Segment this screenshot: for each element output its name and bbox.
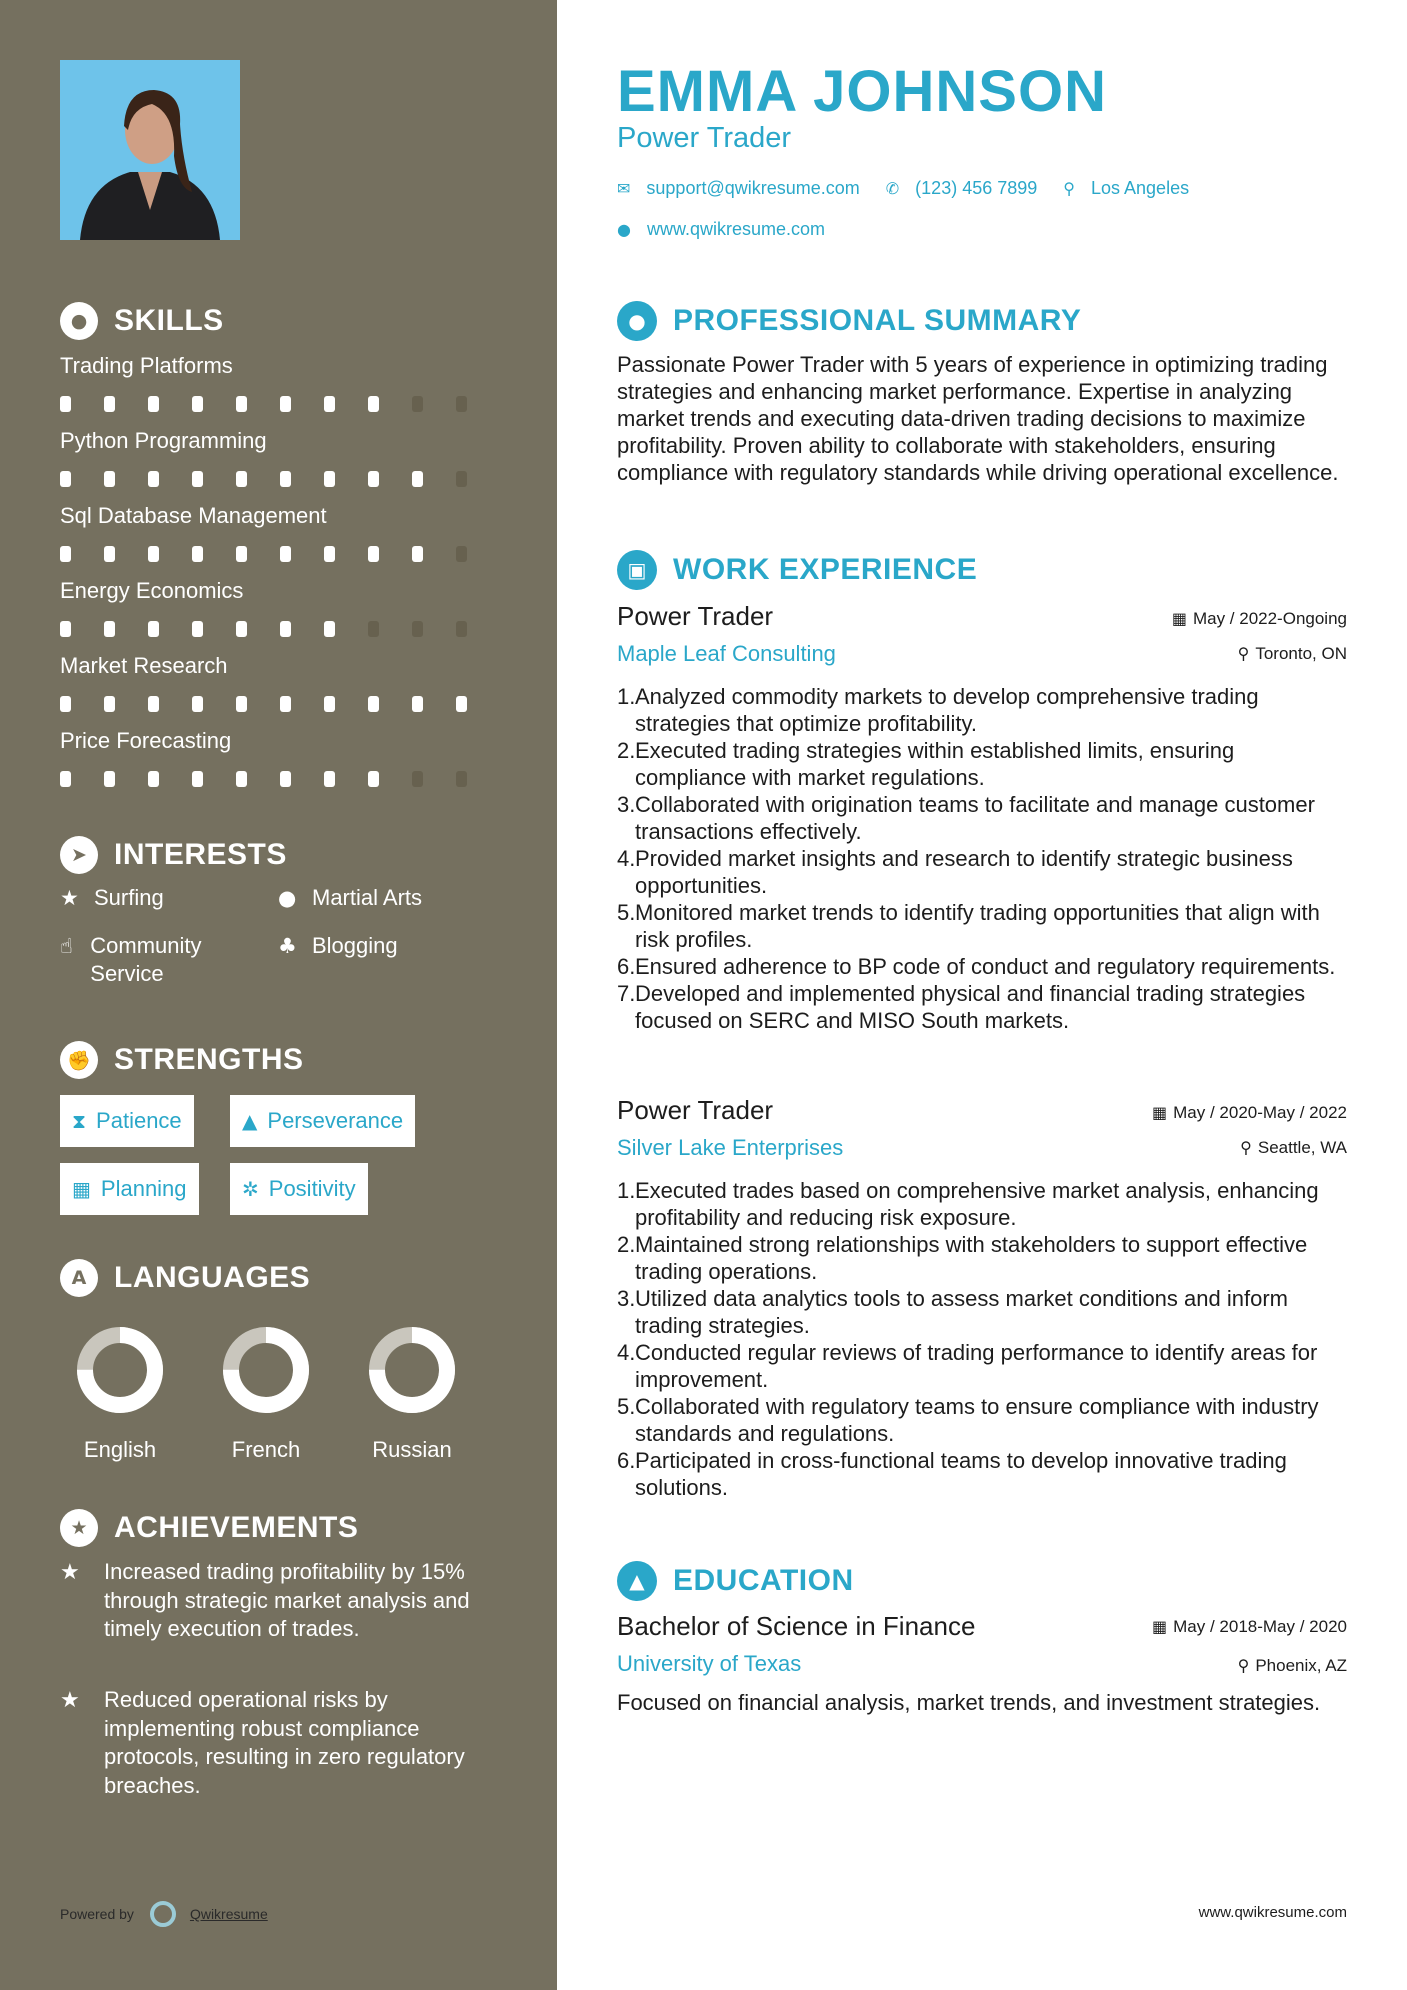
qwikresume-link[interactable]: Qwikresume bbox=[189, 1906, 268, 1922]
briefcase-icon: ▣ bbox=[617, 550, 657, 590]
rating-dot-filled bbox=[236, 471, 247, 487]
rating-dot-filled bbox=[60, 471, 71, 487]
achievements-heading bbox=[60, 1508, 358, 1548]
phone-number: (123) 456 7899 bbox=[915, 178, 1038, 198]
rating-dot-filled bbox=[192, 546, 203, 562]
rating-dot-filled bbox=[324, 396, 335, 412]
rating-dot-filled bbox=[324, 696, 335, 712]
language-ring bbox=[367, 1325, 457, 1415]
strength-label: Planning bbox=[100, 1176, 187, 1201]
fist-icon: ✊ bbox=[60, 1041, 98, 1079]
award-star-icon: ★ bbox=[60, 1509, 98, 1547]
list-item: 5. Monitored market trends to identify trading opportunities that align with risk profiles. bbox=[617, 899, 1347, 953]
rating-dot-filled bbox=[412, 696, 423, 712]
list-item: 2. Maintained strong relationships with stakeholders to support effective trading operations. bbox=[617, 1231, 1347, 1285]
strength-tag bbox=[230, 1163, 368, 1215]
rating-dot-filled bbox=[148, 621, 159, 637]
skill-item bbox=[60, 352, 500, 412]
interests-heading bbox=[60, 835, 287, 875]
rating-dot-empty bbox=[368, 621, 379, 637]
skill-rating bbox=[60, 771, 500, 787]
strength-tag bbox=[230, 1095, 415, 1147]
rating-dot-empty bbox=[456, 471, 467, 487]
experience-title: WORK EXPERIENCE bbox=[673, 553, 978, 586]
interests-title: INTERESTS bbox=[114, 838, 287, 871]
skill-name: Python Programming bbox=[60, 428, 267, 453]
rating-dot-filled bbox=[236, 546, 247, 562]
map-marker-icon: ⚲ bbox=[1063, 179, 1075, 198]
rating-dot-filled bbox=[236, 396, 247, 412]
strengths-title: STRENGTHS bbox=[114, 1043, 304, 1076]
list-item: 1. Executed trades based on comprehensive market analysis, enhancing profitability and reducing risk exposure. bbox=[617, 1177, 1347, 1231]
users-icon: ♣ bbox=[278, 934, 297, 958]
rating-dot-filled bbox=[368, 396, 379, 412]
interest-item bbox=[278, 884, 422, 912]
rating-dot-filled bbox=[324, 621, 335, 637]
job-title: Power Trader bbox=[617, 1095, 774, 1125]
strength-label: Patience bbox=[96, 1108, 182, 1133]
summary-title: PROFESSIONAL SUMMARY bbox=[673, 304, 1082, 337]
duty-text: Collaborated with origination teams to facilitate and manage customer transactions effectively. bbox=[635, 792, 1315, 844]
job-title: Power Trader bbox=[617, 601, 774, 631]
job-location bbox=[1238, 644, 1347, 664]
list-item: 2. Executed trading strategies within established limits, ensuring compliance with market regulations. bbox=[617, 737, 1347, 791]
powered-by bbox=[60, 1901, 268, 1927]
rating-dot-filled bbox=[60, 396, 71, 412]
rating-dot-filled bbox=[192, 471, 203, 487]
powered-by-label: Powered by bbox=[60, 1906, 134, 1922]
language-icon: A bbox=[60, 1259, 98, 1297]
website-link[interactable]: www.qwikresume.com bbox=[646, 219, 826, 239]
rating-dot-filled bbox=[368, 546, 379, 562]
rating-dot-filled bbox=[280, 621, 291, 637]
rating-dot-filled bbox=[60, 771, 71, 787]
paper-plane-icon: ➤ bbox=[60, 836, 98, 874]
rating-dot-filled bbox=[148, 771, 159, 787]
education-date-text: May / 2018-May / 2020 bbox=[1173, 1617, 1347, 1636]
summary-text: Passionate Power Trader with 5 years of experience in optimizing trading strategies and enhancing market performance. Expertise in analyzing market trends and executing data-driven trading decisions to maximize profitability. Proven ability to collaborate with stakeholders, ensuring compliance with regulatory standards while driving operational excellence. bbox=[617, 352, 1339, 485]
road-icon: ▲ bbox=[242, 1109, 258, 1133]
skill-rating bbox=[60, 471, 500, 487]
strength-tag bbox=[60, 1095, 194, 1147]
rating-dot-empty bbox=[456, 771, 467, 787]
education-location-text: Phoenix, AZ bbox=[1255, 1656, 1347, 1675]
job-date-text: May / 2020-May / 2022 bbox=[1173, 1103, 1347, 1122]
star-icon: ★ bbox=[60, 886, 79, 910]
calendar-icon: ▦ bbox=[1171, 609, 1187, 628]
rating-dot-filled bbox=[456, 696, 467, 712]
education-text: Focused on financial analysis, market trends, and investment strategies. bbox=[617, 1690, 1321, 1715]
job-company: Silver Lake Enterprises bbox=[617, 1135, 844, 1160]
interest-item bbox=[60, 884, 164, 912]
language-item bbox=[50, 1325, 190, 1463]
rating-dot-filled bbox=[104, 546, 115, 562]
language-name: English bbox=[83, 1437, 157, 1462]
duty-text: Conducted regular reviews of trading performance to identify areas for improvement. bbox=[635, 1340, 1318, 1392]
qwikresume-logo-icon bbox=[150, 1901, 176, 1927]
duty-text: Utilized data analytics tools to assess market conditions and inform trading strategies. bbox=[635, 1286, 1288, 1338]
lightbulb-icon: ● bbox=[60, 302, 98, 340]
email-link[interactable]: support@qwikresume.com bbox=[646, 178, 860, 198]
rating-dot-empty bbox=[412, 621, 423, 637]
skill-item bbox=[60, 427, 500, 487]
rating-dot-filled bbox=[280, 696, 291, 712]
achievement-text: Increased trading profitability by 15% through strategic market analysis and timely execution of trades. bbox=[104, 1559, 470, 1641]
job-location-text: Seattle, WA bbox=[1257, 1138, 1347, 1157]
rating-dot-empty bbox=[456, 621, 467, 637]
skill-item bbox=[60, 502, 500, 562]
achievement-text: Reduced operational risks by implementing robust compliance protocols, resulting in zero regulatory breaches. bbox=[104, 1687, 465, 1798]
duty-text: Analyzed commodity markets to develop comprehensive trading strategies that optimize profitability. bbox=[635, 684, 1259, 736]
user-icon: ● bbox=[617, 301, 657, 341]
rating-dot-filled bbox=[368, 771, 379, 787]
rating-dot-filled bbox=[148, 471, 159, 487]
calendar-icon: ▦ bbox=[1152, 1103, 1168, 1122]
job-location bbox=[1240, 1138, 1347, 1158]
shooting-star-icon: ★ bbox=[60, 1560, 80, 1585]
rating-dot-filled bbox=[104, 696, 115, 712]
website-row bbox=[617, 219, 825, 240]
rating-dot-filled bbox=[148, 546, 159, 562]
interest-label: Surfing bbox=[94, 885, 164, 910]
language-item bbox=[342, 1325, 482, 1463]
job-location-text: Toronto, ON bbox=[1255, 644, 1347, 663]
calendar-icon: ▦ bbox=[1152, 1617, 1168, 1636]
graduation-cap-icon: ▲ bbox=[617, 1561, 657, 1601]
rating-dot-filled bbox=[280, 471, 291, 487]
language-ring bbox=[221, 1325, 311, 1415]
duty-text: Executed trading strategies within established limits, ensuring compliance with market regulations. bbox=[635, 738, 1235, 790]
skill-name: Sql Database Management bbox=[60, 503, 327, 528]
skill-name: Trading Platforms bbox=[60, 353, 233, 378]
rating-dot-filled bbox=[412, 546, 423, 562]
job-company: Maple Leaf Consulting bbox=[617, 641, 836, 666]
skill-item bbox=[60, 727, 500, 787]
pin-icon: ⚲ bbox=[1240, 1138, 1252, 1157]
skill-name: Energy Economics bbox=[60, 578, 244, 603]
rating-dot-filled bbox=[192, 771, 203, 787]
rating-dot-filled bbox=[60, 696, 71, 712]
rating-dot-filled bbox=[148, 696, 159, 712]
skill-rating bbox=[60, 621, 500, 637]
education-title: EDUCATION bbox=[673, 1564, 854, 1597]
rating-dot-filled bbox=[192, 396, 203, 412]
skill-item bbox=[60, 652, 500, 712]
interest-label: Martial Arts bbox=[312, 885, 423, 910]
interest-item bbox=[278, 932, 398, 960]
strength-tag bbox=[60, 1163, 199, 1215]
strengths-heading bbox=[60, 1040, 304, 1080]
footer-website[interactable]: www.qwikresume.com bbox=[1198, 1904, 1347, 1921]
list-item: 7. Developed and implemented physical and financial trading strategies focused on SERC and MISO South markets. bbox=[617, 980, 1347, 1034]
hourglass-icon: ⧗ bbox=[72, 1109, 87, 1133]
education-date bbox=[1152, 1617, 1347, 1637]
rating-dot-filled bbox=[192, 696, 203, 712]
rating-dot-empty bbox=[456, 396, 467, 412]
rating-dot-filled bbox=[280, 546, 291, 562]
rating-dot-empty bbox=[412, 771, 423, 787]
duty-text: Provided market insights and research to identify strategic business opportunities. bbox=[635, 846, 1293, 898]
globe-icon: ● bbox=[617, 220, 631, 239]
rating-dot-filled bbox=[60, 621, 71, 637]
skill-item bbox=[60, 577, 500, 637]
skill-rating bbox=[60, 396, 500, 412]
sun-icon: ✲ bbox=[242, 1177, 259, 1201]
rating-dot-filled bbox=[104, 771, 115, 787]
phone-icon: ✆ bbox=[885, 179, 900, 198]
profile-photo bbox=[60, 60, 240, 240]
language-ring bbox=[75, 1325, 165, 1415]
summary-heading bbox=[617, 301, 1081, 341]
duty-text: Collaborated with regulatory teams to ensure compliance with industry standards and regulations. bbox=[635, 1394, 1319, 1446]
languages-heading bbox=[60, 1258, 310, 1298]
skill-name: Price Forecasting bbox=[60, 728, 232, 753]
job-duties bbox=[617, 683, 1347, 1034]
envelope-icon: ✉ bbox=[617, 179, 631, 198]
rating-dot-filled bbox=[148, 396, 159, 412]
rating-dot-filled bbox=[324, 771, 335, 787]
pin-icon: ⚲ bbox=[1237, 644, 1250, 663]
rating-dot-filled bbox=[60, 546, 71, 562]
interest-label: Community Service bbox=[90, 933, 202, 986]
duty-text: Participated in cross-functional teams to develop innovative trading solutions. bbox=[635, 1448, 1287, 1500]
job-date bbox=[1172, 609, 1347, 629]
rating-dot-filled bbox=[324, 546, 335, 562]
candidate-role: Power Trader bbox=[617, 122, 792, 154]
language-name: French bbox=[231, 1437, 301, 1462]
pin-icon: ⚲ bbox=[1237, 1656, 1250, 1675]
achievements-title: ACHIEVEMENTS bbox=[114, 1511, 359, 1544]
skill-rating bbox=[60, 546, 500, 562]
rating-dot-filled bbox=[104, 471, 115, 487]
list-item: 6. Participated in cross-functional teams to develop innovative trading solutions. bbox=[617, 1447, 1347, 1501]
interest-label: Blogging bbox=[312, 933, 398, 958]
language-name: Russian bbox=[372, 1437, 452, 1462]
rating-dot-filled bbox=[192, 621, 203, 637]
education-heading bbox=[617, 1561, 854, 1601]
duty-text: Ensured adherence to BP code of conduct and regulatory requirements. bbox=[635, 954, 1336, 979]
experience-heading bbox=[617, 550, 977, 590]
rating-dot-filled bbox=[104, 396, 115, 412]
job-duties bbox=[617, 1177, 1347, 1501]
rating-dot-filled bbox=[280, 771, 291, 787]
strength-label: Perseverance bbox=[267, 1108, 404, 1133]
language-item bbox=[196, 1325, 336, 1463]
rating-dot-empty bbox=[456, 546, 467, 562]
job-date-text: May / 2022-Ongoing bbox=[1192, 609, 1347, 628]
education-school: University of Texas bbox=[617, 1651, 802, 1676]
interest-item bbox=[60, 932, 260, 988]
list-item: 3. Collaborated with origination teams to facilitate and manage customer transactions effectively. bbox=[617, 791, 1347, 845]
skills-title: SKILLS bbox=[114, 304, 224, 337]
achievement-item bbox=[60, 1686, 500, 1800]
education-location bbox=[1238, 1656, 1347, 1676]
skills-heading bbox=[60, 301, 224, 341]
duty-text: Monitored market trends to identify trading opportunities that align with risk profiles. bbox=[635, 900, 1320, 952]
rating-dot-filled bbox=[104, 621, 115, 637]
list-item: 6. Ensured adherence to BP code of conduct and regulatory requirements. bbox=[617, 954, 1336, 979]
list-item: 5. Collaborated with regulatory teams to ensure compliance with industry standards and regulations. bbox=[617, 1393, 1347, 1447]
achievement-item bbox=[60, 1558, 500, 1644]
job-date bbox=[1152, 1103, 1347, 1123]
rating-dot-filled bbox=[368, 471, 379, 487]
globe-icon: ● bbox=[278, 886, 297, 910]
rating-dot-filled bbox=[236, 621, 247, 637]
skill-name: Market Research bbox=[60, 653, 228, 678]
rating-dot-empty bbox=[412, 396, 423, 412]
strength-label: Positivity bbox=[268, 1176, 356, 1201]
list-item: 4. Provided market insights and research to identify strategic business opportunities. bbox=[617, 845, 1347, 899]
rating-dot-filled bbox=[236, 696, 247, 712]
rating-dot-filled bbox=[324, 471, 335, 487]
duty-text: Maintained strong relationships with stakeholders to support effective trading operations. bbox=[635, 1232, 1308, 1284]
list-item: 1. Analyzed commodity markets to develop comprehensive trading strategies that optimize profitability. bbox=[617, 683, 1347, 737]
duty-text: Executed trades based on comprehensive market analysis, enhancing profitability and reducing risk exposure. bbox=[635, 1178, 1319, 1230]
education-degree: Bachelor of Science in Finance bbox=[617, 1611, 976, 1641]
skill-rating bbox=[60, 696, 500, 712]
contact-row bbox=[617, 178, 1215, 199]
location-text: Los Angeles bbox=[1091, 178, 1190, 198]
sidebar bbox=[0, 0, 557, 1990]
rating-dot-filled bbox=[236, 771, 247, 787]
calendar-icon: ▦ bbox=[72, 1177, 91, 1201]
rating-dot-filled bbox=[280, 396, 291, 412]
rating-dot-filled bbox=[368, 696, 379, 712]
languages-title: LANGUAGES bbox=[114, 1261, 311, 1294]
rating-dot-filled bbox=[412, 471, 423, 487]
hand-icon: ☝ bbox=[60, 934, 73, 958]
candidate-name: EMMA JOHNSON bbox=[617, 59, 1107, 124]
duty-text: Developed and implemented physical and financial trading strategies focused on SERC and MISO South markets. bbox=[635, 981, 1306, 1033]
shooting-star-icon: ★ bbox=[60, 1688, 80, 1713]
list-item: 4. Conducted regular reviews of trading performance to identify areas for improvement. bbox=[617, 1339, 1347, 1393]
list-item: 3. Utilized data analytics tools to assess market conditions and inform trading strategies. bbox=[617, 1285, 1347, 1339]
